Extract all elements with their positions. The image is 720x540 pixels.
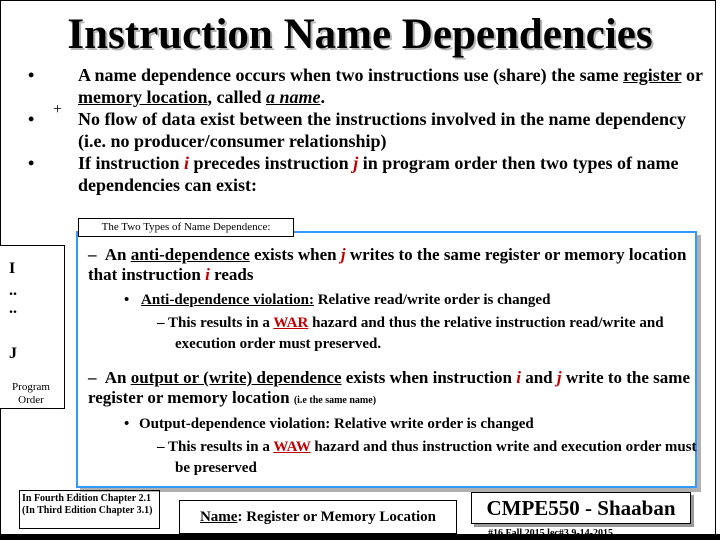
program-order-label: Program Order bbox=[12, 381, 50, 406]
box-label: The Two Types of Name Dependence: bbox=[78, 218, 294, 237]
output-dependence-term: output or (write) dependence bbox=[130, 368, 342, 387]
output-violation: • Output-dependence violation: Relative write order is changed bbox=[124, 416, 534, 432]
war-term: WAR bbox=[273, 315, 309, 331]
a-name-term: a name bbox=[265, 87, 321, 107]
memory-location-term: memory location bbox=[78, 87, 208, 107]
bullet-precedes: • If instruction i precedes instruction j in program order then two types of name dependencies can exist: bbox=[28, 153, 679, 195]
waw-term: WAW bbox=[273, 439, 311, 455]
slide-title: Instruction Name Dependencies bbox=[67, 11, 653, 58]
anti-violation-label: Anti-dependence violation: bbox=[141, 292, 314, 308]
intro-bullets bbox=[26, 64, 706, 196]
output-dependence-item: – An output or (write) dependence exists when instruction i and j write to the same register or memory location (i.e the same name) bbox=[88, 368, 691, 407]
name-definition-box: Name: Register or Memory Location bbox=[179, 500, 457, 534]
bullet-name-dependence: • A name dependence occurs when two instructions use (share) the same register or memory location, called a name. bbox=[28, 65, 703, 107]
bullet-dot-icon: • bbox=[28, 109, 35, 129]
same-name-note: (i.e the same name) bbox=[293, 395, 377, 406]
course-title-box: CMPE550 - Shaaban bbox=[471, 492, 691, 524]
anti-dependence-term: anti-dependence bbox=[130, 245, 250, 264]
textbook-citation: In Fourth Edition Chapter 2.1 (In Third Edition Chapter 3.1) bbox=[19, 490, 160, 529]
plus-mark: + bbox=[53, 101, 63, 118]
output-result: – This results in a WAW hazard and thus instruction write and execution order must be preserved bbox=[157, 439, 697, 476]
instruction-i-label: I bbox=[9, 260, 16, 277]
anti-dependence-item: – An anti-dependence exists when j writes to the same register or memory location that instruction i reads bbox=[88, 245, 687, 284]
bullet-dot-icon: • bbox=[28, 65, 35, 85]
slide-footer: #16 Fall 2015 lec#3 9-14-2015 bbox=[488, 528, 613, 539]
instruction-j-label: J bbox=[9, 345, 17, 362]
bullet-no-flow: • No flow of data exist between the instructions involved in the name dependency (i.e. no producer/consumer relationship) bbox=[28, 109, 686, 151]
ellipsis-label: .. .. bbox=[9, 282, 17, 317]
register-term: register bbox=[623, 65, 682, 85]
anti-violation: • Anti-dependence violation: Relative read/write order is changed bbox=[124, 292, 551, 308]
anti-result: – This results in a WAR hazard and thus the relative instruction read/write and execution order must preserved. bbox=[157, 315, 664, 352]
bullet-dot-icon: • bbox=[28, 153, 35, 173]
